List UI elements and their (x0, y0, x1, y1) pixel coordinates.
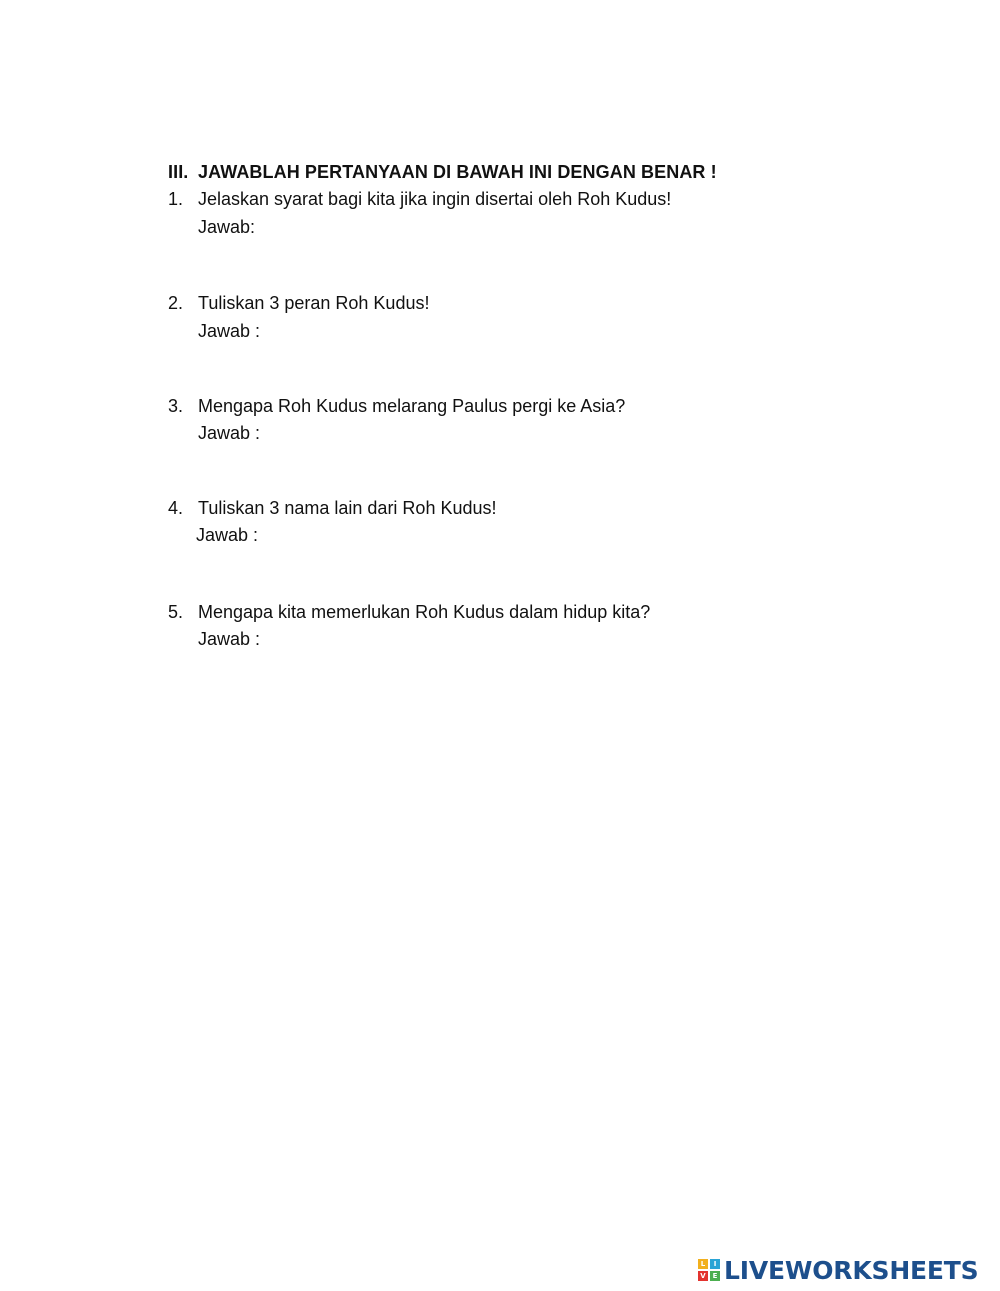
question-text: Tuliskan 3 peran Roh Kudus! (198, 293, 430, 313)
answer-label-1: Jawab: (198, 217, 256, 237)
question-number: 4. (168, 498, 184, 518)
question-2 (168, 290, 429, 317)
answer-label-3: Jawab : (198, 423, 261, 443)
answer-label-5: Jawab : (198, 629, 261, 649)
logo-text: LIVEWORKSHEETS (724, 1255, 979, 1285)
question-number: 1. (168, 189, 184, 209)
question-1 (168, 186, 671, 213)
question-number: 5. (168, 602, 184, 622)
answer-label-2: Jawab : (198, 321, 261, 341)
section-title (168, 162, 717, 183)
section-number: III. (168, 162, 189, 182)
question-number: 2. (168, 293, 184, 313)
question-4 (168, 495, 497, 522)
logo-block-v: V (698, 1271, 708, 1281)
question-text: Mengapa kita memerlukan Roh Kudus dalam hidup kita? (198, 602, 651, 622)
logo-block-l: L (698, 1259, 708, 1269)
question-number: 3. (168, 396, 184, 416)
section-title-text: JAWABLAH PERTANYAAN DI BAWAH INI DENGAN BENAR ! (198, 162, 717, 182)
question-5 (168, 599, 650, 626)
logo-block-i: I (710, 1259, 720, 1269)
logo-block-e: E (710, 1271, 720, 1281)
question-text: Jelaskan syarat bagi kita jika ingin disertai oleh Roh Kudus! (198, 189, 672, 209)
question-text: Mengapa Roh Kudus melarang Paulus pergi ke Asia? (198, 396, 626, 416)
answer-label-4: Jawab : (196, 525, 259, 545)
liveworksheets-logo (698, 1256, 978, 1284)
question-3 (168, 393, 625, 420)
logo-blocks-icon (698, 1259, 720, 1281)
question-text: Tuliskan 3 nama lain dari Roh Kudus! (198, 498, 497, 518)
